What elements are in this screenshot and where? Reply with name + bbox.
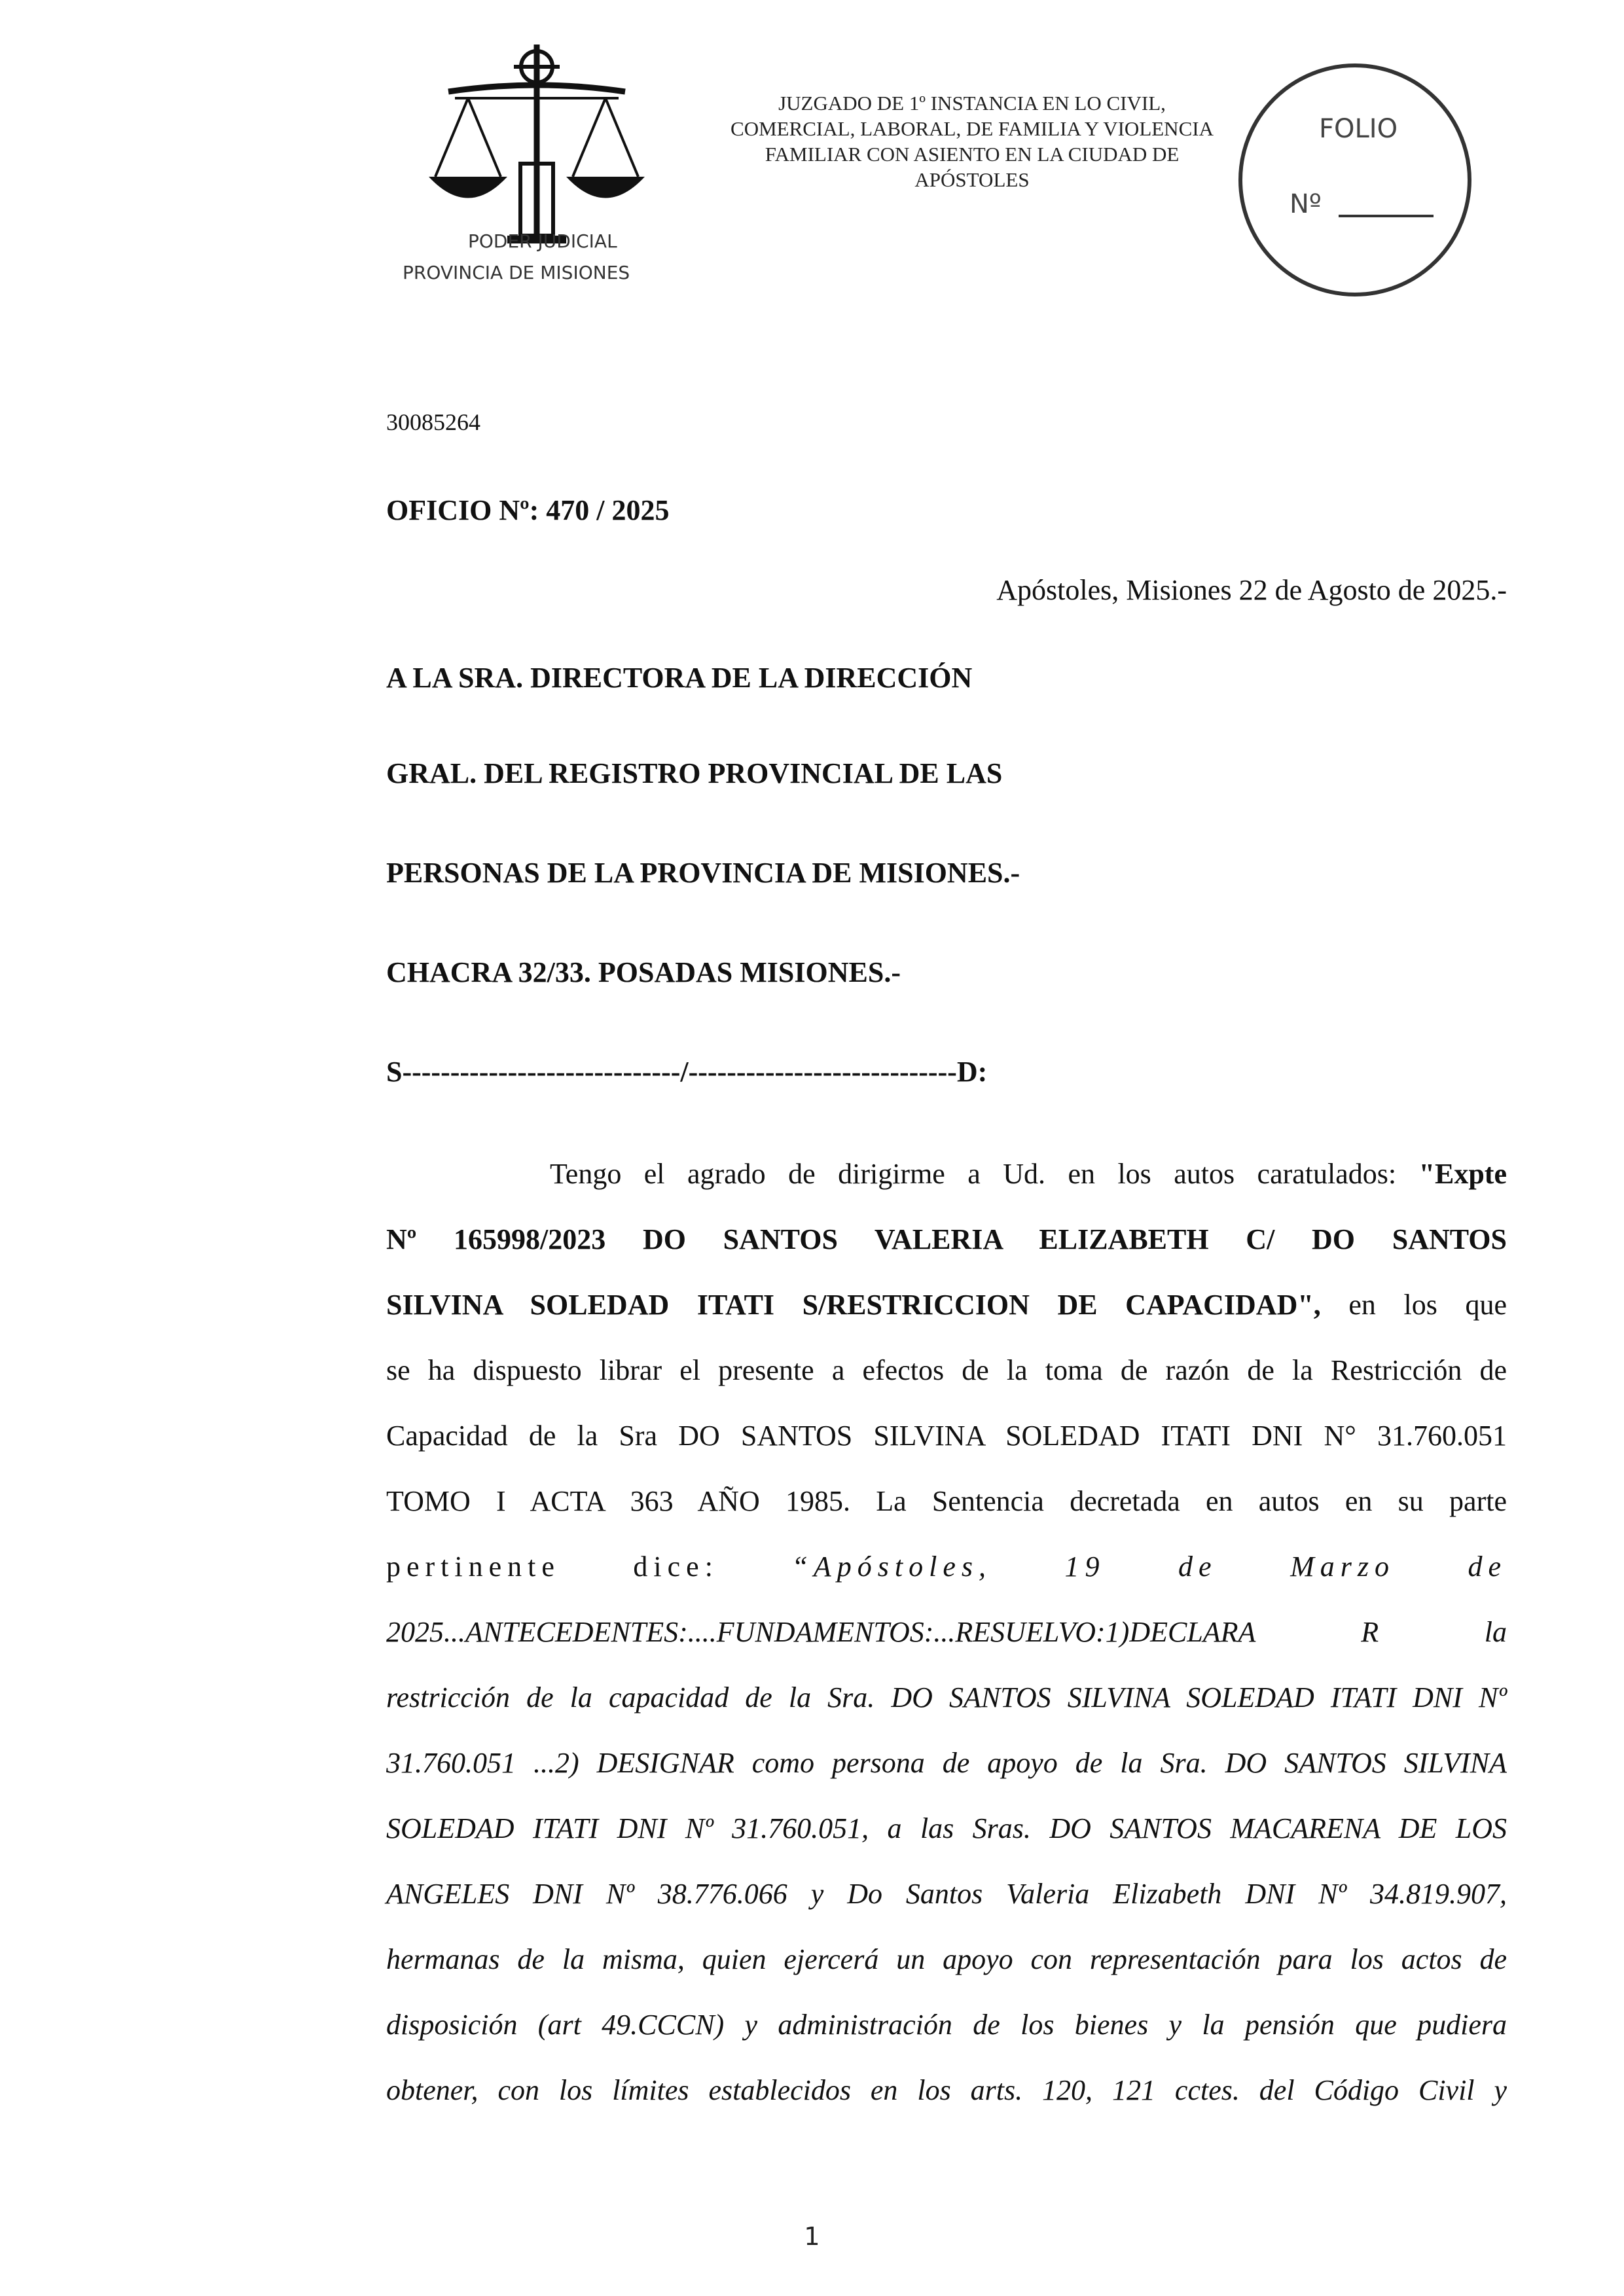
date-line: Apóstoles, Misiones 22 de Agosto de 2025.- — [996, 574, 1507, 606]
body-text: Tengo el agrado de dirigirme a Ud. en los autos caratulados: — [550, 1158, 1419, 1190]
body-line: Capacidad de la Sra DO SANTOS SILVINA SOLEDAD ITATI DNI N° 31.760.051 — [386, 1420, 1507, 1452]
court-heading — [684, 90, 1260, 192]
body-text: pertinente dice: — [386, 1551, 792, 1583]
recipient-line: CHACRA 32/33. POSADAS MISIONES.- — [386, 956, 901, 988]
quoted-sentence-line: obtener, con los límites establecidos en los arts. 120, 121 cctes. del Código Civil y — [386, 2074, 1507, 2106]
oficio-number: OFICIO Nº: 470 / 2025 — [386, 494, 670, 526]
salutation-sd-line: S-----------------------------/----------------------------D: — [386, 1056, 988, 1088]
quoted-sentence-line: ANGELES DNI Nº 38.776.066 y Do Santos Valeria Elizabeth DNI Nº 34.819.907, — [386, 1878, 1507, 1910]
case-title: "Expte — [1418, 1158, 1507, 1190]
body-line: TOMO I ACTA 363 AÑO 1985. La Sentencia decretada en autos en su parte — [386, 1485, 1507, 1517]
court-line: COMERCIAL, LABORAL, DE FAMILIA Y VIOLENCIA — [731, 117, 1214, 140]
document-code: 30085264 — [386, 409, 480, 435]
quoted-sentence-line: 2025...ANTECEDENTES:....FUNDAMENTOS:...RESUELVO:1)DECLARA R la — [386, 1616, 1507, 1648]
quoted-sentence-line: SOLEDAD ITATI DNI Nº 31.760.051, a las Sras. DO SANTOS MACARENA DE LOS — [386, 1812, 1507, 1844]
folio-label: FOLIO — [1319, 114, 1398, 144]
recipient-line: GRAL. DEL REGISTRO PROVINCIAL DE LAS — [386, 757, 1003, 789]
body-line — [386, 1285, 1507, 1325]
case-title: SILVINA SOLEDAD ITATI S/RESTRICCION DE CAPACIDAD", — [386, 1289, 1321, 1321]
quoted-sentence: “Apóstoles, 19 de Marzo de — [791, 1551, 1507, 1583]
body-text: en los que — [1320, 1289, 1507, 1321]
body-line — [386, 1155, 1507, 1194]
body-line — [386, 1547, 1507, 1587]
court-line: FAMILIAR CON ASIENTO EN LA CIUDAD DE — [765, 143, 1180, 166]
page-number: 1 — [804, 2222, 820, 2251]
folio-circle-icon — [1234, 59, 1476, 301]
seal-text-line2: PROVINCIA DE MISIONES — [403, 262, 630, 283]
recipient-line: PERSONAS DE LA PROVINCIA DE MISIONES.- — [386, 857, 1020, 889]
body-line: se ha dispuesto librar el presente a efectos de la toma de razón de la Restricción de — [386, 1354, 1507, 1386]
quoted-sentence-line: hermanas de la misma, quien ejercerá un apoyo con representación para los actos de — [386, 1943, 1507, 1975]
seal-text-line1: PODER JUDICIAL — [468, 230, 617, 252]
case-title-line: Nº 165998/2023 DO SANTOS VALERIA ELIZABETH C/ DO SANTOS — [386, 1223, 1507, 1255]
court-line: APÓSTOLES — [914, 168, 1030, 191]
court-line: JUZGADO DE 1º INSTANCIA EN LO CIVIL, — [778, 92, 1166, 115]
quoted-sentence-line: disposición (art 49.CCCN) y administración de los bienes y la pensión que pudiera — [386, 2009, 1507, 2041]
recipient-line: A LA SRA. DIRECTORA DE LA DIRECCIÓN — [386, 662, 973, 694]
judicial-seal-logo — [403, 39, 704, 295]
quoted-sentence-line: 31.760.051 ...2) DESIGNAR como persona de apoyo de la Sra. DO SANTOS SILVINA — [386, 1747, 1507, 1779]
folio-number-label: Nº — [1290, 189, 1322, 219]
quoted-sentence-line: restricción de la capacidad de la Sra. DO SANTOS SILVINA SOLEDAD ITATI DNI Nº — [386, 1681, 1507, 1713]
folio-stamp — [1234, 59, 1476, 301]
scales-of-justice-icon — [403, 39, 704, 295]
